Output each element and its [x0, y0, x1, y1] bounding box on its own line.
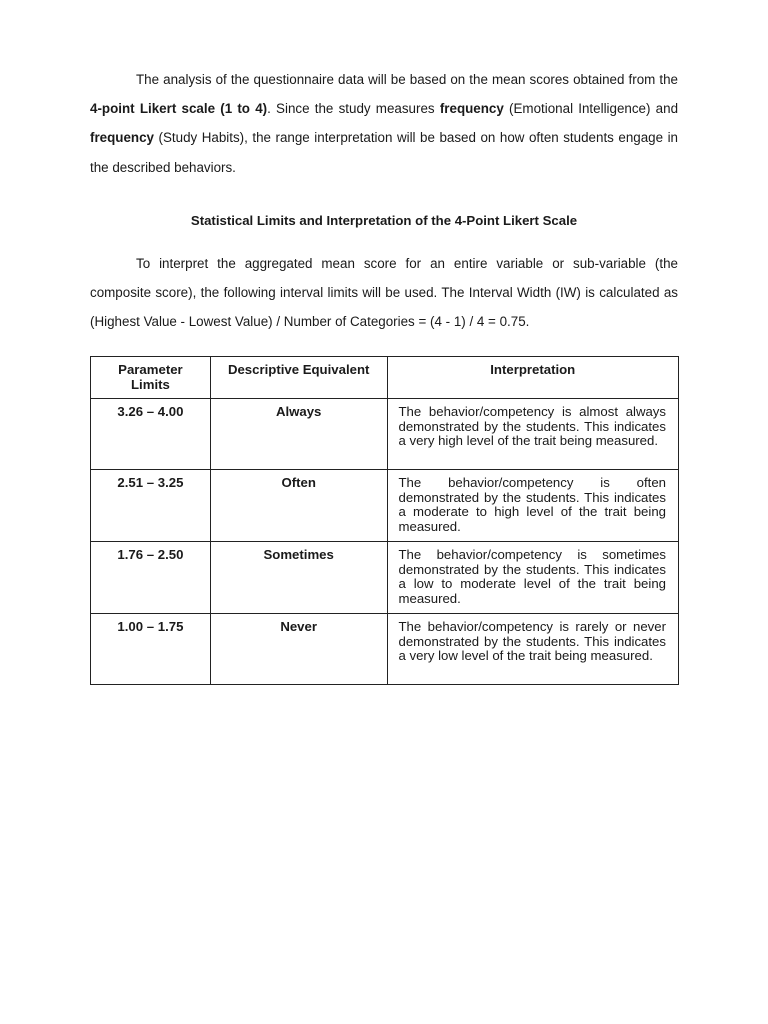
table-row	[91, 542, 679, 614]
table-row	[91, 470, 679, 542]
table-header-row	[91, 357, 679, 399]
row-interpretation: The behavior/competency is sometimes demonstrated by the students. This indicates a low to moderate level of the trait being measured.	[387, 542, 679, 614]
table-row	[91, 399, 679, 470]
row-limits: 2.51 – 3.25	[91, 470, 211, 542]
intro-bold-frequency-2: frequency	[90, 130, 154, 146]
row-limits: 1.76 – 2.50	[91, 542, 211, 614]
document-page	[90, 65, 678, 336]
table-row	[91, 614, 679, 685]
row-equivalent: Always	[210, 399, 387, 470]
interval-paragraph: To interpret the aggregated mean score for an entire variable or sub-variable (the composite score), the following interval limits will be used. The Interval Width (IW) is calculated as (Highest Value - Lowest Value) / Number of Categories = (4 - 1) / 4 = 0.75.	[90, 255, 678, 330]
row-interpretation: The behavior/competency is rarely or never demonstrated by the students. This indicates a very low level of the trait being measured.	[387, 614, 679, 685]
intro-bold-likert: 4-point Likert scale (1 to 4)	[90, 101, 268, 117]
header-interpretation: Interpretation	[387, 357, 679, 399]
row-interpretation: The behavior/competency is often demonstrated by the students. This indicates a moderate to high level of the trait being measured.	[387, 470, 679, 542]
intro-text-3: (Emotional Intelligence) and	[503, 101, 679, 117]
row-equivalent: Often	[210, 470, 387, 542]
intro-paragraph	[90, 65, 678, 182]
header-parameter-limits: Parameter Limits	[91, 357, 211, 399]
likert-scale-table	[90, 356, 679, 685]
intro-text-1: The analysis of the questionnaire data will be based on the mean scores obtained from the	[136, 72, 678, 87]
row-limits: 3.26 – 4.00	[91, 399, 211, 470]
header-descriptive-equivalent: Descriptive Equivalent	[210, 357, 387, 399]
section-heading: Statistical Limits and Interpretation of the 4-Point Likert Scale	[190, 212, 578, 228]
intro-bold-frequency-1: frequency	[439, 101, 504, 117]
row-equivalent: Never	[210, 614, 387, 685]
intro-text-2: . Since the study measures	[267, 101, 440, 117]
row-interpretation: The behavior/competency is almost always demonstrated by the students. This indicates a very high level of the trait being measured.	[387, 399, 679, 470]
row-equivalent: Sometimes	[210, 542, 387, 614]
row-limits: 1.00 – 1.75	[91, 614, 211, 685]
intro-text-4: (Study Habits), the range interpretation will be based on how often students engage in the described behaviors.	[90, 130, 678, 175]
